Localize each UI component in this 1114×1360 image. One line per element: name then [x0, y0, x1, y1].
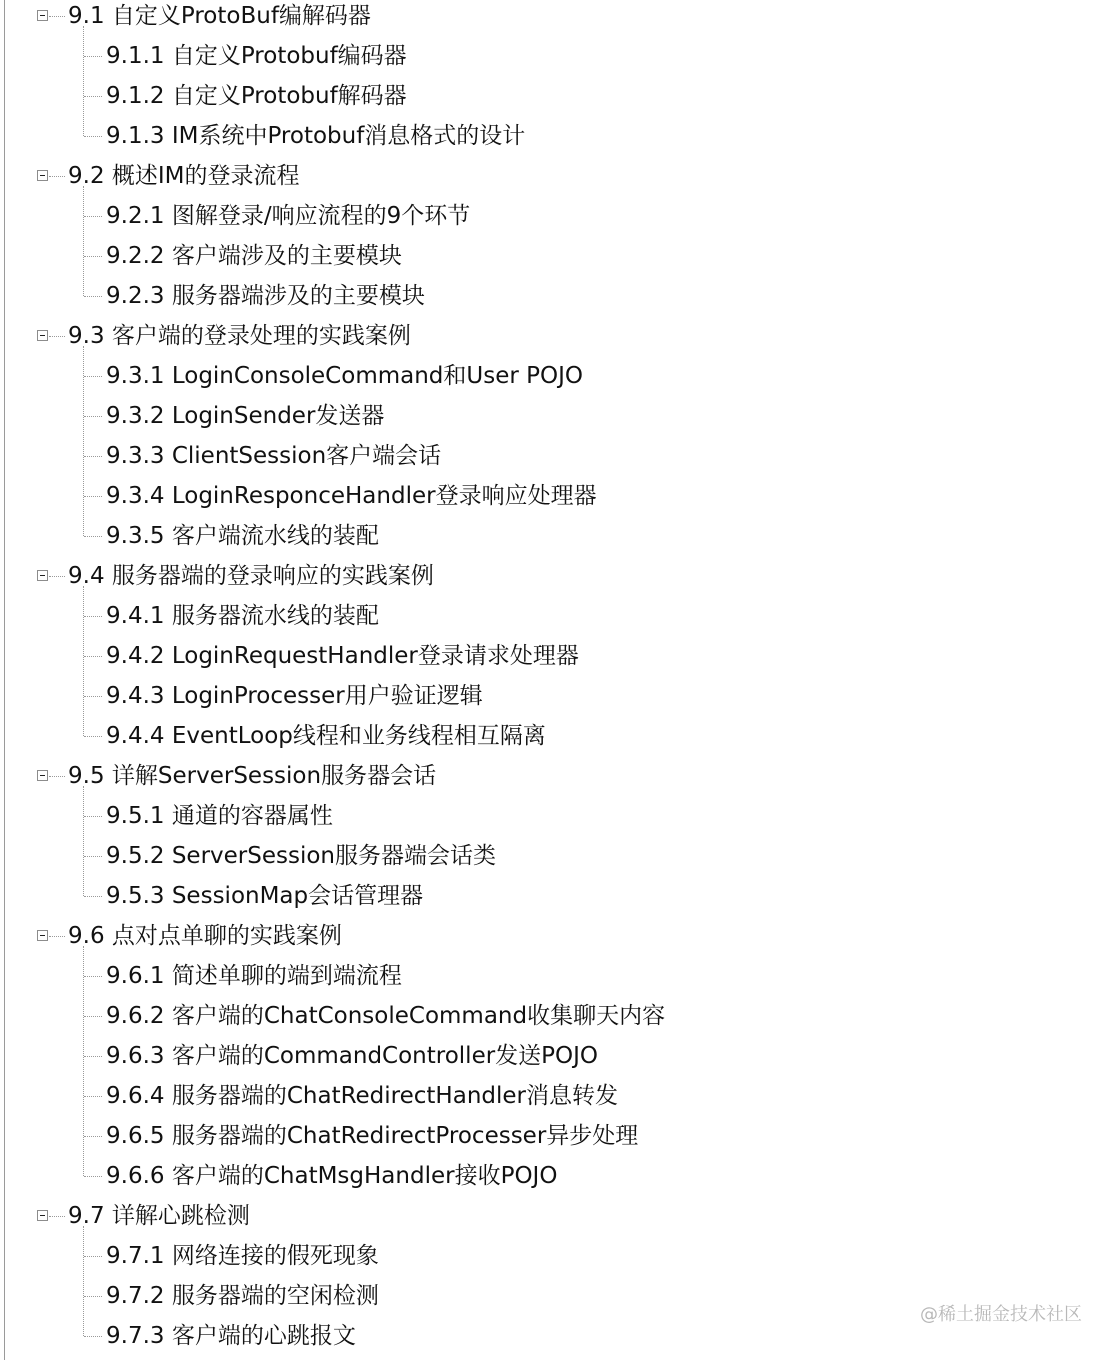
tree-connector	[84, 216, 102, 217]
tree-connector	[49, 776, 65, 777]
tree-connector	[84, 1056, 102, 1057]
tree-connector	[83, 26, 84, 136]
toc-section-title[interactable]: 9.7 详解心跳检测	[68, 1203, 250, 1229]
tree-connector	[84, 1296, 102, 1297]
tree-connector	[84, 536, 102, 537]
tree-connector	[84, 296, 102, 297]
tree-connector	[84, 976, 102, 977]
toc-item[interactable]: 9.6.3 客户端的CommandController发送POJO	[106, 1043, 599, 1069]
tree-connector	[83, 186, 84, 296]
toc-item[interactable]: 9.2.3 服务器端涉及的主要模块	[106, 283, 425, 309]
tree-connector	[84, 1016, 102, 1017]
toc-item[interactable]: 9.2.1 图解登录/响应流程的9个环节	[106, 203, 471, 229]
tree-connector	[84, 1176, 102, 1177]
toc-item[interactable]: 9.4.1 服务器流水线的装配	[106, 603, 379, 629]
toc-item[interactable]: 9.4.3 LoginProcesser用户验证逻辑	[106, 683, 483, 709]
toc-item[interactable]: 9.7.2 服务器端的空闲检测	[106, 1283, 379, 1309]
toc-item[interactable]: 9.3.1 LoginConsoleCommand和User POJO	[106, 363, 583, 389]
toc-item[interactable]: 9.3.3 ClientSession客户端会话	[106, 443, 442, 469]
collapse-toggle-icon[interactable]	[37, 1210, 48, 1221]
toc-item[interactable]: 9.1.2 自定义Protobuf解码器	[106, 83, 407, 109]
tree-connector	[49, 336, 65, 337]
tree-connector	[83, 346, 84, 536]
toc-item[interactable]: 9.6.2 客户端的ChatConsoleCommand收集聊天内容	[106, 1003, 666, 1029]
tree-connector	[84, 656, 102, 657]
tree-connector	[84, 696, 102, 697]
toc-item[interactable]: 9.6.5 服务器端的ChatRedirectProcesser异步处理	[106, 1123, 639, 1149]
toc-item[interactable]: 9.6.4 服务器端的ChatRedirectHandler消息转发	[106, 1083, 618, 1109]
toc-item[interactable]: 9.5.3 SessionMap会话管理器	[106, 883, 424, 909]
tree-connector	[84, 456, 102, 457]
tree-connector	[84, 816, 102, 817]
tree-connector	[84, 376, 102, 377]
toc-section-title[interactable]: 9.1 自定义ProtoBuf编解码器	[68, 3, 371, 29]
collapse-toggle-icon[interactable]	[37, 10, 48, 21]
collapse-toggle-icon[interactable]	[37, 330, 48, 341]
toc-item[interactable]: 9.6.1 简述单聊的端到端流程	[106, 963, 402, 989]
toc-section-title[interactable]: 9.3 客户端的登录处理的实践案例	[68, 323, 411, 349]
tree-connector	[49, 576, 65, 577]
tree-connector	[84, 1256, 102, 1257]
toc-item[interactable]: 9.2.2 客户端涉及的主要模块	[106, 243, 402, 269]
toc-item[interactable]: 9.7.3 客户端的心跳报文	[106, 1323, 356, 1349]
tree-connector	[84, 1336, 102, 1337]
tree-connector	[84, 136, 102, 137]
collapse-toggle-icon[interactable]	[37, 930, 48, 941]
toc-item[interactable]: 9.4.2 LoginRequestHandler登录请求处理器	[106, 643, 579, 669]
toc-section-title[interactable]: 9.4 服务器端的登录响应的实践案例	[68, 563, 434, 589]
watermark: @稀土掘金技术社区	[920, 1304, 1082, 1325]
tree-connector	[84, 1096, 102, 1097]
tree-connector	[84, 856, 102, 857]
tree-connector	[84, 496, 102, 497]
toc-section-title[interactable]: 9.6 点对点单聊的实践案例	[68, 923, 342, 949]
tree-connector	[84, 616, 102, 617]
collapse-toggle-icon[interactable]	[37, 170, 48, 181]
toc-section-title[interactable]: 9.2 概述IM的登录流程	[68, 163, 300, 189]
tree-connector	[84, 896, 102, 897]
tree-connector	[84, 96, 102, 97]
toc-item[interactable]: 9.5.1 通道的容器属性	[106, 803, 333, 829]
tree-connector	[49, 176, 65, 177]
toc-item[interactable]: 9.3.5 客户端流水线的装配	[106, 523, 379, 549]
toc-item[interactable]: 9.1.3 IM系统中Protobuf消息格式的设计	[106, 123, 526, 149]
tree-connector	[84, 1136, 102, 1137]
tree-connector	[83, 786, 84, 896]
collapse-toggle-icon[interactable]	[37, 570, 48, 581]
tree-connector	[83, 946, 84, 1176]
toc-item[interactable]: 9.5.2 ServerSession服务器端会话类	[106, 843, 497, 869]
tree-connector	[83, 1226, 84, 1336]
toc-item[interactable]: 9.4.4 EventLoop线程和业务线程相互隔离	[106, 723, 546, 749]
toc-item[interactable]: 9.6.6 客户端的ChatMsgHandler接收POJO	[106, 1163, 558, 1189]
toc-item[interactable]: 9.3.4 LoginResponceHandler登录响应处理器	[106, 483, 597, 509]
tree-connector	[49, 936, 65, 937]
collapse-toggle-icon[interactable]	[37, 770, 48, 781]
toc-item[interactable]: 9.3.2 LoginSender发送器	[106, 403, 385, 429]
tree-connector	[84, 416, 102, 417]
toc-item[interactable]: 9.1.1 自定义Protobuf编码器	[106, 43, 407, 69]
toc-item[interactable]: 9.7.1 网络连接的假死现象	[106, 1243, 379, 1269]
tree-connector	[49, 16, 65, 17]
toc-section-title[interactable]: 9.5 详解ServerSession服务器会话	[68, 763, 437, 789]
tree-connector	[84, 736, 102, 737]
tree-connector	[84, 56, 102, 57]
tree-connector	[83, 586, 84, 736]
tree-connector	[49, 1216, 65, 1217]
tree-connector	[84, 256, 102, 257]
